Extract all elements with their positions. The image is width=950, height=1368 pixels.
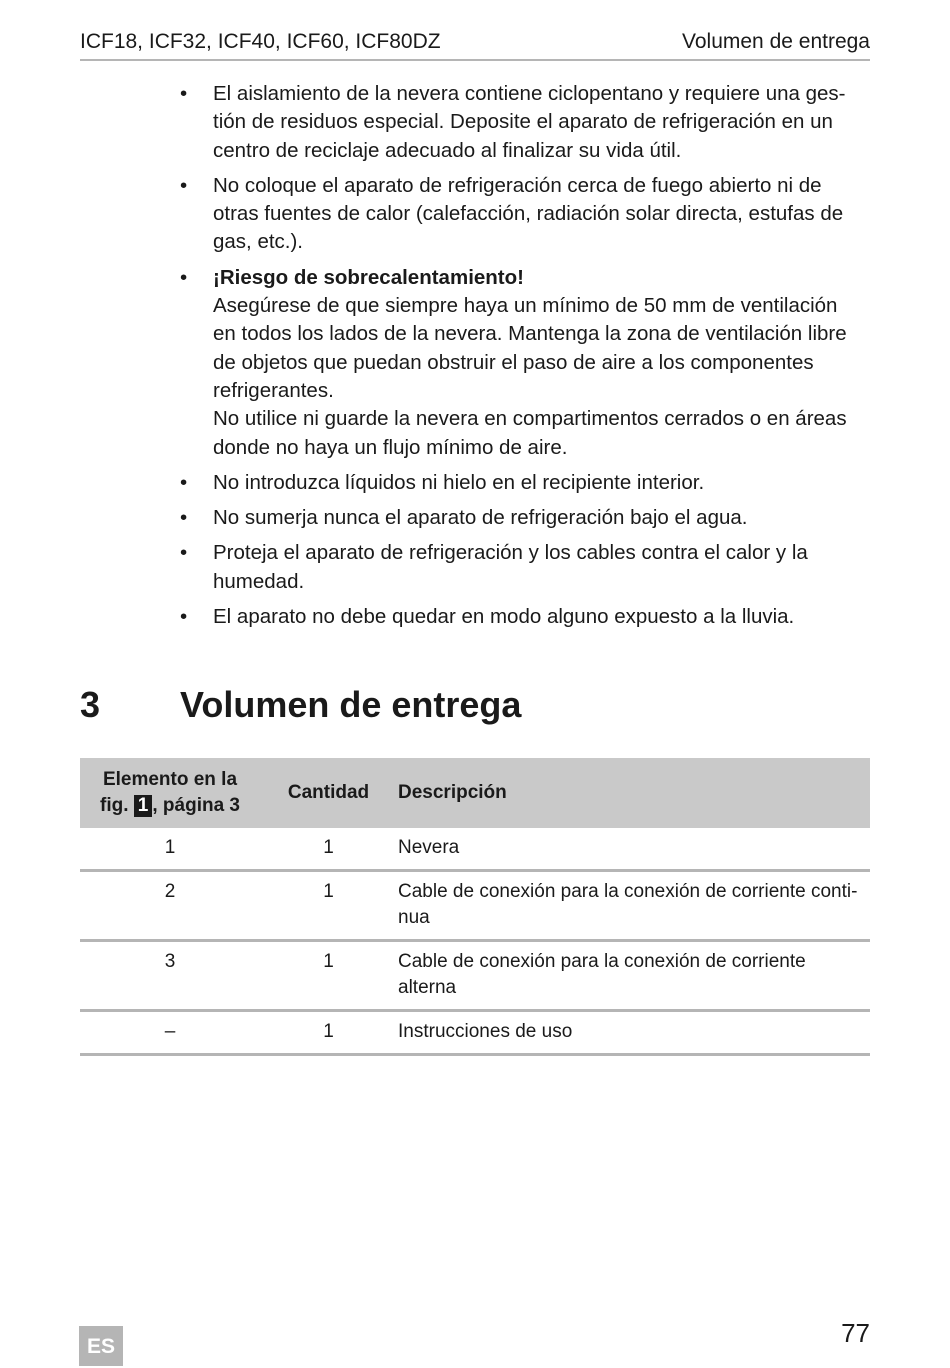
bullet-text-line: No sumerja nunca el aparato de refrigeración bajo el agua.: [213, 506, 748, 530]
table-row: [80, 941, 870, 1011]
bullet-text-line: Asegúrese de que siempre haya un mínimo de 50 mm de ventilación: [213, 294, 838, 318]
bullet-text-line: No utilice ni guarde la nevera en compartimentos cerrados o en áreas: [213, 407, 847, 431]
cell-quantity: 1: [323, 837, 334, 858]
table-row: [80, 828, 870, 871]
table-row: [80, 871, 870, 941]
delivery-contents-table: [80, 758, 870, 1056]
bullet-text-line: Proteja el aparato de refrigeración y los cables contra el calor y la: [213, 541, 808, 565]
bullet-text-line: centro de reciclaje adecuado al finalizar su vida útil.: [213, 138, 682, 162]
cell-description: Cable de conexión para la conexión de corriente alterna: [398, 951, 806, 998]
cell-description: Nevera: [398, 837, 460, 858]
bullet-item: [180, 80, 870, 165]
bullet-icon: •: [180, 470, 188, 494]
bullet-item: [180, 172, 870, 257]
bullet-item: [180, 603, 870, 631]
bullet-text-line: en todos los lados de la nevera. Mantenga la zona de ventilación libre: [213, 322, 847, 346]
figure-reference-badge: 1: [134, 795, 153, 817]
bullet-text-line: de objetos que puedan obstruir el paso de aire a los componentes: [213, 350, 814, 374]
bullet-icon: •: [180, 605, 188, 629]
table-row: [80, 1011, 870, 1055]
running-header: [80, 30, 870, 61]
safety-bullet-list: [180, 80, 870, 638]
cell-description: Instrucciones de uso: [398, 1021, 573, 1042]
cell-quantity: 1: [323, 1021, 334, 1042]
column-header-description: Descripción: [398, 782, 507, 803]
bullet-text-line: refrigerantes.: [213, 378, 334, 402]
column-header-item: Elemento en la fig. 1 , página 3: [100, 769, 240, 816]
section-title: Volumen de entrega: [180, 684, 522, 725]
section-number: 3: [80, 684, 101, 725]
bullet-text-line: No coloque el aparato de refrigeración cerca de fuego abierto ni de: [213, 173, 822, 197]
header-models: ICF18, ICF32, ICF40, ICF60, ICF80DZ: [80, 30, 441, 53]
bullet-text-line: El aislamiento de la nevera contiene ciclopentano y requiere una ges-: [213, 82, 846, 105]
bullet-text-line: tión de residuos especial. Deposite el aparato de refrigeración en un: [213, 110, 833, 134]
bullet-icon: •: [180, 541, 188, 565]
bullet-item: [180, 469, 870, 497]
page-number: 77: [841, 1318, 870, 1348]
bullet-icon: •: [180, 173, 188, 197]
bullet-icon: •: [180, 506, 188, 530]
warning-heading: ¡Riesgo de sobrecalentamiento!: [213, 265, 524, 289]
language-badge: ES: [79, 1326, 123, 1366]
table-header-row: [80, 758, 870, 828]
header-section-title: Volumen de entrega: [682, 30, 870, 53]
bullet-item: [180, 504, 870, 532]
bullet-text-line: gas, etc.).: [213, 230, 304, 254]
cell-description: Cable de conexión para la conexión de corriente conti- nua: [398, 881, 858, 928]
bullet-icon: •: [180, 265, 188, 289]
cell-item: –: [164, 1021, 176, 1042]
bullet-text-line: El aparato no debe quedar en modo alguno expuesto a la lluvia.: [213, 605, 795, 629]
column-header-quantity: Cantidad: [287, 782, 370, 803]
cell-item: 1: [164, 837, 176, 858]
bullet-item-overheating-warning: [180, 264, 870, 462]
cell-quantity: 1: [323, 881, 334, 902]
cell-item: 3: [164, 951, 176, 972]
cell-item: 2: [164, 881, 176, 902]
bullet-text-line: otras fuentes de calor (calefacción, radiación solar directa, estufas de: [213, 202, 844, 226]
bullet-text-line: humedad.: [213, 569, 305, 593]
bullet-item: [180, 539, 870, 596]
cell-quantity: 1: [323, 951, 334, 972]
bullet-text-line: No introduzca líquidos ni hielo en el recipiente interior.: [213, 470, 705, 494]
bullet-text-line: donde no haya un flujo mínimo de aire.: [213, 435, 568, 459]
bullet-icon: •: [180, 82, 188, 105]
